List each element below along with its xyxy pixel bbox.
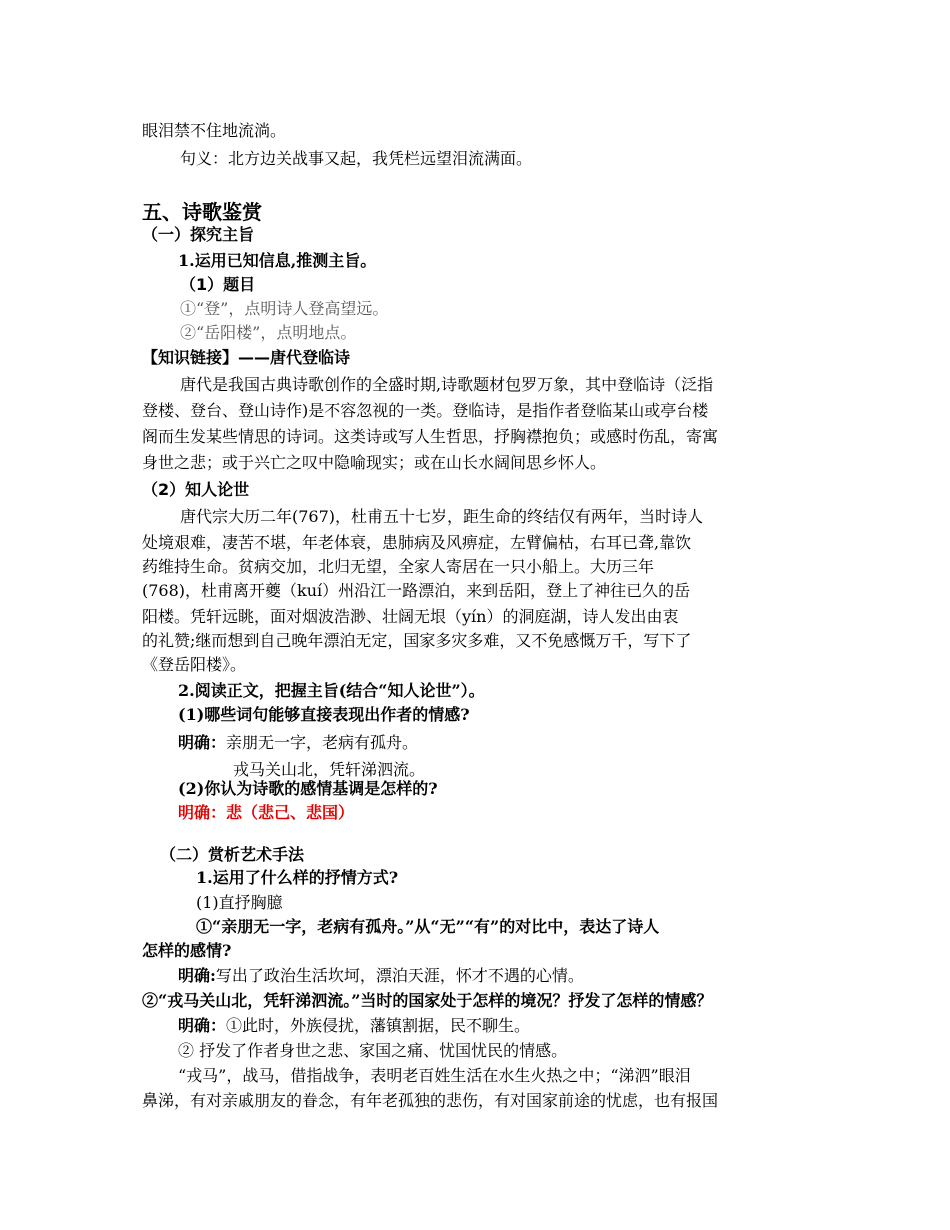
answer-text: 亲朋无一字，老病有孤舟。 (226, 733, 419, 752)
answer-line: 戎马关山北，凭轩涕泗流。 (233, 760, 426, 779)
answer-line (178, 966, 584, 986)
paragraph-line: (768)，杜甫离开夔（kuí）州沿江一路漂泊，来到岳阳，登上了神往已久的岳 (142, 581, 691, 600)
answer-highlight: 明确：悲（悲己、悲国） (178, 803, 355, 822)
paragraph-line: 阁而生发某些情思的诗词。这类诗或写人生哲思，抒胸襟抱负；或感时伤乱，寄寓 (142, 427, 719, 446)
paragraph-line: 身世之悲；或于兴亡之叹中隐喻现实；或在山长水阔间思乡怀人。 (142, 453, 607, 472)
paragraph-line: 处境艰难，凄苦不堪，年老体衰，患肺病及风痹症，左臂偏枯，右耳已聋,靠饮 (142, 533, 692, 552)
knowledge-link-heading: 【知识链接】——唐代登临诗 (142, 348, 351, 367)
answer-text: 写出了政治生活坎坷，漂泊天涯，怀才不遇的心情。 (215, 966, 584, 985)
answer-line: ② 抒发了作者身世之悲、家国之痛、忧国忧民的情感。 (178, 1041, 568, 1060)
item-heading: 1.运用已知信息,推测主旨。 (178, 251, 377, 270)
question: 怎样的感情? (142, 941, 232, 960)
question: (2)你认为诗歌的感情基调是怎样的? (178, 779, 438, 798)
subsection-title: （二）赏析艺术手法 (160, 845, 305, 864)
paragraph-line: 唐代宗大历二年(767)，杜甫五十七岁，距生命的终结仅有两年，当时诗人 (180, 507, 704, 526)
paragraph-line: 登楼、登台、登山诗作)是不容忽视的一类。登临诗，是指作者登临某山或亭台楼 (142, 401, 709, 420)
question: ①“亲朋无一字，老病有孤舟。”从“无”“有”的对比中，表达了诗人 (196, 917, 660, 936)
point-line: ②“岳阳楼”，点明地点。 (180, 323, 357, 342)
paragraph-line: 药维持生命。贫病交加，北归无望，全家人寄居在一只小船上。大历三年 (142, 557, 655, 576)
paragraph-line: 的礼赞;继而想到自己晚年漂泊无定，国家多灾多难，又不免感慨万千，写下了 (142, 631, 692, 650)
paragraph-line: 《登岳阳楼》。 (142, 655, 247, 674)
text-line: 眼泪禁不住地流淌。 (142, 121, 287, 140)
point-line: ①“登”，点明诗人登高望远。 (180, 299, 389, 318)
answer-line (178, 1016, 530, 1036)
sentence-meaning: 句义：北方边关战事又起，我凭栏远望泪流满面。 (180, 149, 533, 168)
answer-line (178, 733, 418, 753)
answer-label: 明确： (178, 1016, 227, 1035)
subitem-heading: （2）知人论世 (142, 480, 250, 499)
subsection-title: （一）探究主旨 (142, 225, 255, 244)
paragraph-line: “戎马”，战马，借指战争，表明老百姓生活在水生火热之中；“涕泗”眼泪 (178, 1066, 691, 1085)
answer-text: ①此时，外族侵扰，藩镇割据，民不聊生。 (226, 1016, 531, 1035)
paragraph-line: 鼻涕，有对亲戚朋友的眷念，有年老孤独的悲伤，有对国家前途的忧虑，也有报国 (142, 1091, 719, 1110)
section-title: 五、诗歌鉴赏 (142, 200, 262, 224)
paragraph-line: 阳楼。凭轩远眺，面对烟波浩渺、壮阔无垠（yín）的洞庭湖，诗人发出由衷 (142, 607, 679, 626)
paragraph-line: 唐代是我国古典诗歌创作的全盛时期,诗歌题材包罗万象，其中登临诗（泛指 (180, 375, 714, 394)
item-heading: 2.阅读正文，把握主旨(结合“知人论世”）。 (178, 681, 485, 700)
subitem-heading: （1）题目 (180, 275, 256, 294)
answer-label: 明确： (178, 733, 227, 752)
question: ②“戎马关山北，凭轩涕泗流。”当时的国家处于怎样的境况？抒发了怎样的情感？ (142, 991, 713, 1010)
answer-label: 明确: (178, 966, 216, 985)
item-heading: 1.运用了什么样的抒情方式? (196, 868, 399, 887)
subitem-heading: (1)直抒胸臆 (196, 893, 283, 912)
question: (1)哪些词句能够直接表现出作者的情感? (178, 705, 470, 724)
